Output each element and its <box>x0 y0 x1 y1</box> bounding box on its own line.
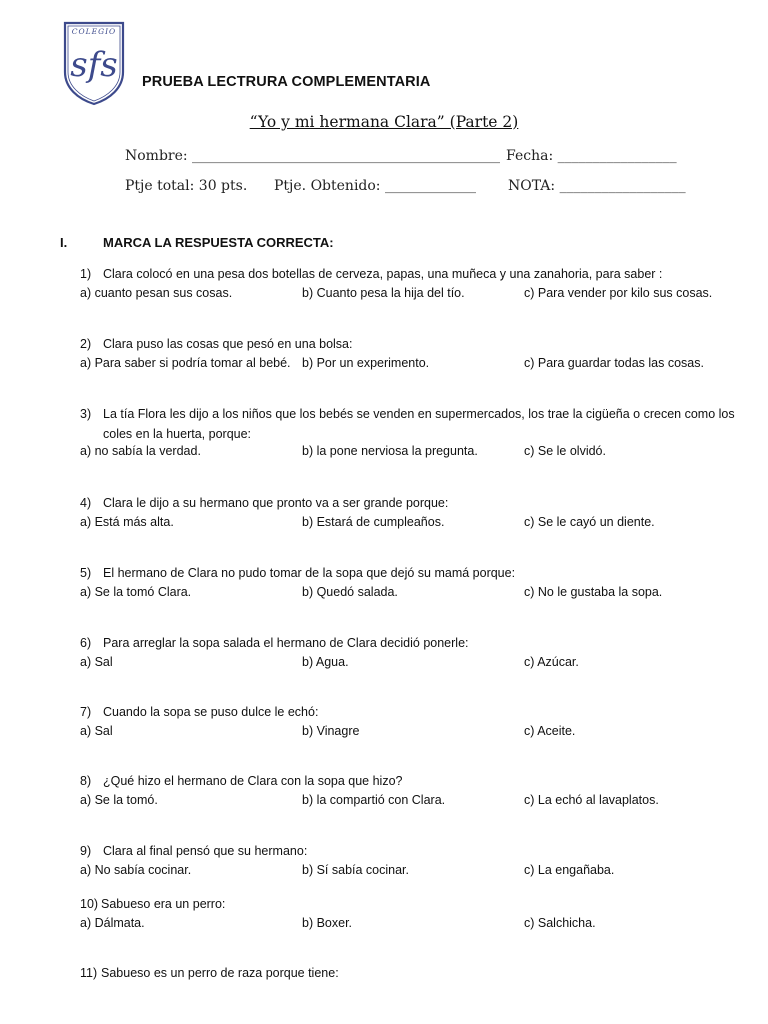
option-b[interactable]: b) Sí sabía cocinar. <box>302 863 410 877</box>
option-a[interactable]: a) Para saber si podría tomar al bebé. <box>80 356 291 370</box>
option-a[interactable]: a) Se la tomó Clara. <box>80 585 192 599</box>
option-a[interactable]: a) Sal <box>80 724 113 738</box>
option-b[interactable]: b) Cuanto pesa la hija del tío. <box>302 286 465 300</box>
option-b[interactable]: b) Vinagre <box>302 724 360 738</box>
option-c[interactable]: c) Se le olvidó. <box>524 444 606 458</box>
question-number: 4) <box>80 496 92 510</box>
question-number: 1) <box>80 267 92 281</box>
question-text: Clara colocó en una pesa dos botellas de cerveza, papas, una muñeca y una zanahoria, para saber : <box>103 267 663 281</box>
question-number: 8) <box>80 774 92 788</box>
option-c[interactable]: c) No le gustaba la sopa. <box>524 585 663 599</box>
question-text: Sabueso era un perro: <box>101 897 226 911</box>
question-number: 6) <box>80 636 92 650</box>
option-a[interactable]: a) No sabía cocinar. <box>80 863 192 877</box>
page-title: PRUEBA LECTRURA COMPLEMENTARIA <box>142 74 431 90</box>
question-text: Clara puso las cosas que pesó en una bolsa: <box>103 337 353 351</box>
option-b[interactable]: b) Estará de cumpleaños. <box>302 515 445 529</box>
option-a[interactable]: a) Dálmata. <box>80 916 145 930</box>
nombre-field[interactable]: Nombre: ____________________________________________ <box>125 148 501 164</box>
question-text: Cuando la sopa se puso dulce le echó: <box>103 705 319 719</box>
question-text: Clara le dijo a su hermano que pronto va a ser grande porque: <box>103 496 449 510</box>
option-a[interactable]: a) no sabía la verdad. <box>80 444 201 458</box>
reading-title: “Yo y mi hermana Clara” (Parte 2) <box>249 113 519 131</box>
question-text: El hermano de Clara no pudo tomar de la sopa que dejó su mamá porque: <box>103 566 516 580</box>
option-b[interactable]: b) la compartió con Clara. <box>302 793 446 807</box>
option-c[interactable]: c) Se le cayó un diente. <box>524 515 655 529</box>
question-number: 11) <box>80 966 98 980</box>
option-a[interactable]: a) Sal <box>80 655 113 669</box>
option-c[interactable]: c) Azúcar. <box>524 655 579 669</box>
question-text: ¿Qué hizo el hermano de Clara con la sopa que hizo? <box>103 774 403 788</box>
question-text: La tía Flora les dijo a los niños que los bebés se venden en supermercados, los trae la cigüeña o crecen como los <box>103 407 735 421</box>
section-title: MARCA LA RESPUESTA CORRECTA: <box>103 235 334 250</box>
option-c[interactable]: c) La echó al lavaplatos. <box>524 793 659 807</box>
option-b[interactable]: b) Agua. <box>302 655 349 669</box>
ptje-total: Ptje total: 30 pts. <box>125 178 248 194</box>
option-a[interactable]: a) Está más alta. <box>80 515 174 529</box>
option-c[interactable]: c) La engañaba. <box>524 863 615 877</box>
question-number: 5) <box>80 566 92 580</box>
logo-wordmark: COLEGIO <box>71 27 117 36</box>
nota-field[interactable]: NOTA: __________________ <box>508 178 686 194</box>
option-c[interactable]: c) Para vender por kilo sus cosas. <box>524 286 713 300</box>
question-text: Para arreglar la sopa salada el hermano de Clara decidió ponerle: <box>103 636 469 650</box>
option-b[interactable]: b) Quedó salada. <box>302 585 398 599</box>
question-text-continued: coles en la huerta, porque: <box>103 427 252 441</box>
ptje-obtenido-field[interactable]: Ptje. Obtenido: _____________ <box>274 178 476 194</box>
option-b[interactable]: b) Boxer. <box>302 916 353 930</box>
school-logo <box>62 20 126 106</box>
option-b[interactable]: b) Por un experimento. <box>302 356 430 370</box>
question-number: 9) <box>80 844 92 858</box>
question-text: Sabueso es un perro de raza porque tiene: <box>101 966 339 980</box>
section-number: I. <box>60 235 68 250</box>
option-b[interactable]: b) la pone nerviosa la pregunta. <box>302 444 478 458</box>
question-text: Clara al final pensó que su hermano: <box>103 844 308 858</box>
option-a[interactable]: a) Se la tomó. <box>80 793 158 807</box>
option-c[interactable]: c) Aceite. <box>524 724 576 738</box>
fecha-field[interactable]: Fecha: _________________ <box>506 148 677 164</box>
question-number: 7) <box>80 705 92 719</box>
question-number: 10) <box>80 897 99 911</box>
option-c[interactable]: c) Para guardar todas las cosas. <box>524 356 704 370</box>
option-c[interactable]: c) Salchicha. <box>524 916 596 930</box>
question-number: 3) <box>80 407 92 421</box>
logo-monogram: sfs <box>70 45 118 85</box>
question-number: 2) <box>80 337 92 351</box>
option-a[interactable]: a) cuanto pesan sus cosas. <box>80 286 233 300</box>
